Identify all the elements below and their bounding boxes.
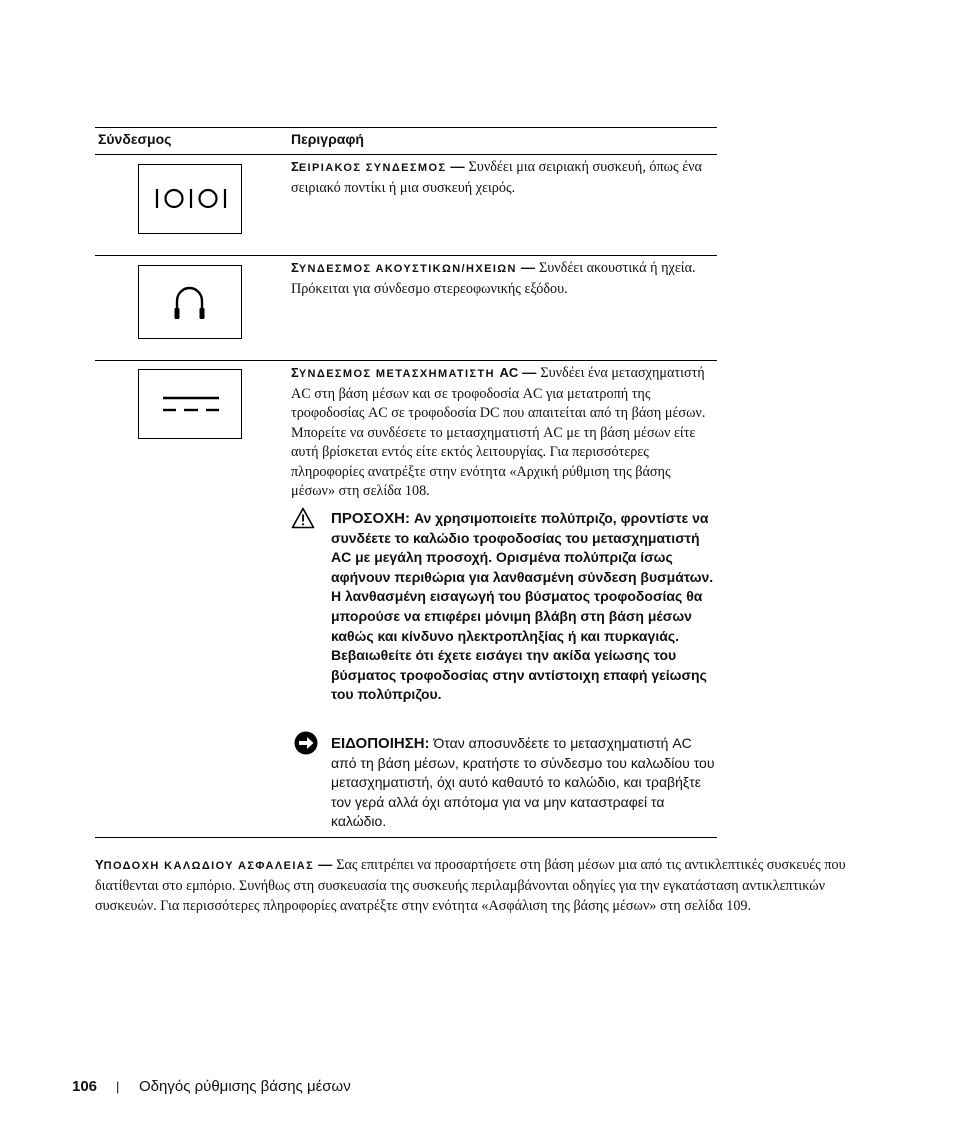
audio-connector-text: Συνδέει ακουστικά ή ηχεία. Πρόκειται για σύνδεσμο στερεοφωνικής εξόδου. xyxy=(291,260,696,297)
serial-connector-description: ΣΕΙΡΙΑΚΟΣ ΣΥΝΔΕΣΜΟΣ — Συνδέει μια σειριακή συσκευή, όπως ένα σειριακό ποντίκι ή μια συσκευή χειρός. xyxy=(291,159,702,196)
security-cable-slot-paragraph: ΥΠΟΔΟΧΗ ΚΑΛΩΔΙΟΥ ΑΣΦΑΛΕΙΑΣ — Σας επιτρέπει να προσαρτήσετε στη βάση μέσων μια από τις αντικλεπτικές συσκευές που διατίθενται στο εμπόριο. Συνήθως στη συσκευασία της συσκευής περιλαμβάνονται οδηγίες για την εγκατάσταση αντικλεπτικών συσκευών. Για περισσότερες πληροφορίες ανατρέξτε στην ενότητα «Ασφάλιση της βάσης μέσων» στη σελίδα 109. xyxy=(95,857,846,914)
audio-connector-description: ΣΥΝΔΕΣΜΟΣ ΑΚΟΥΣΤΙΚΩΝ/ΗΧΕΙΩΝ — Συνδέει ακουστικά ή ηχεία. Πρόκειται για σύνδεσμο στερεοφωνικής εξόδου. xyxy=(291,260,696,297)
ac-adapter-text: Συνδέει ένα μετασχηματιστή AC στη βάση μέσων και σε τροφοδοσία AC για μετατροπή της τροφοδοσίας AC σε τροφοδοσία DC που απαιτείται από τη βάση μέσων. Μπορείτε να συνδέσετε το μετασχηματιστή AC με τη βάση μέσων είτε αυτή βρίσκεται εντός είτε εκτός λειτουργίας. Για περισσότερες πληροφορίες ανατρέξτε στην ενότητα «Αρχική ρύθμιση της βάσης μέσων» στη σελίδα 108. xyxy=(291,365,706,499)
notice-label: ΕΙΔΟΠΟΙΗΣΗ: xyxy=(331,735,430,752)
serial-connector-illustration xyxy=(138,164,242,234)
column-header-connector: Σύνδεσμος xyxy=(98,131,172,147)
row-divider xyxy=(95,255,717,256)
serial-connector-text: Συνδέει μια σειριακή συσκευή, όπως ένα σειριακό ποντίκι ή μια συσκευή χειρός. xyxy=(291,159,702,196)
footer-separator: | xyxy=(116,1079,120,1094)
caution-label: ΠΡΟΣΟΧΗ: xyxy=(331,510,411,527)
security-cable-slot-title: ΥΠΟΔΟΧΗ ΚΑΛΩΔΙΟΥ ΑΣΦΑΛΕΙΑΣ xyxy=(95,857,315,872)
dc-power-icon xyxy=(139,370,240,437)
table-header-rule xyxy=(95,154,717,155)
caution-note xyxy=(331,509,719,705)
caution-text: Αν χρησιμοποιείτε πολύπριζο, φροντίστε να συνδέετε το καλώδιο τροφοδοσίας του μετασχηματιστή AC με μεγάλη προσοχή. Ορισμένα πολύπριζα ίσως αφήνουν περιθώρια για λανθασμένη σύνδεση βυσμάτων. Η λανθασμένη εισαγωγή του βύσματος τροφοδοσίας θα μπορούσε να επιφέρει μόνιμη βλάβη στη βάση μέσων καθώς και κίνδυνο ηλεκτροπληξίας ή και πυρκαγιάς. Βεβαιωθείτε ότι έχετε εισάγει την ακίδα γείωσης του βύσματος τροφοδοσίας στην αντίστοιχη επαφή γείωσης του πολύπριζου. xyxy=(331,510,714,703)
ac-adapter-description: ΣΥΝΔΕΣΜΟΣ ΜΕΤΑΣΧΗΜΑΤΙΣΤΗ AC — Συνδέει ένα μετασχηματιστή AC στη βάση μέσων και σε τροφοδοσία AC για μετατροπή της τροφοδοσίας AC σε τροφοδοσία DC που απαιτείται από τη βάση μέσων. Μπορείτε να συνδέσετε το μετασχηματιστή AC με τη βάση μέσων είτε αυτή βρίσκεται εντός είτε εκτός λειτουργίας. Για περισσότερες πληροφορίες ανατρέξτε στην ενότητα «Αρχική ρύθμιση της βάσης μέσων» στη σελίδα 108. xyxy=(291,365,706,499)
security-cable-slot-text: Σας επιτρέπει να προσαρτήσετε στη βάση μέσων μια από τις αντικλεπτικές συσκευές που διατίθενται στο εμπόριο. Συνήθως στη συσκευασία της συσκευής περιλαμβάνονται οδηγίες για την εγκατάσταση αντικλεπτικών συσκευών. Για περισσότερες πληροφορίες ανατρέξτε στην ενότητα «Ασφάλιση της βάσης μέσων» στη σελίδα 109. xyxy=(95,857,846,914)
table-top-rule xyxy=(95,127,717,128)
table-bottom-rule xyxy=(95,837,717,838)
footer-title: Οδηγός ρύθμισης βάσης μέσων xyxy=(139,1078,351,1095)
notice-note xyxy=(331,734,719,832)
warning-triangle-icon xyxy=(291,507,315,534)
ac-adapter-title: ΣΥΝΔΕΣΜΟΣ ΜΕΤΑΣΧΗΜΑΤΙΣΤΗ AC xyxy=(291,365,519,380)
column-header-description: Περιγραφή xyxy=(291,131,364,147)
notice-icon xyxy=(294,731,318,760)
headphones-icon xyxy=(139,266,240,337)
notice-text: Όταν αποσυνδέετε το μετασχηματιστή AC από τη βάση μέσων, κρατήστε το σύνδεσμο του καλωδίου του μετασχηματιστή, όχι αυτό καθαυτό το καλώδιο, και τραβήξτε τον γερά αλλά όχι απότομα για να μην καταστραφεί τα καλώδιο. xyxy=(331,735,715,830)
serial-connector-title: ΣΕΙΡΙΑΚΟΣ ΣΥΝΔΕΣΜΟΣ xyxy=(291,159,447,174)
page-number: 106 xyxy=(72,1078,98,1095)
row-divider xyxy=(95,360,717,361)
audio-connector-illustration xyxy=(138,265,242,339)
audio-connector-title: ΣΥΝΔΕΣΜΟΣ ΑΚΟΥΣΤΙΚΩΝ/ΗΧΕΙΩΝ xyxy=(291,260,517,275)
serial-port-icon xyxy=(139,165,240,232)
ac-adapter-illustration xyxy=(138,369,242,439)
